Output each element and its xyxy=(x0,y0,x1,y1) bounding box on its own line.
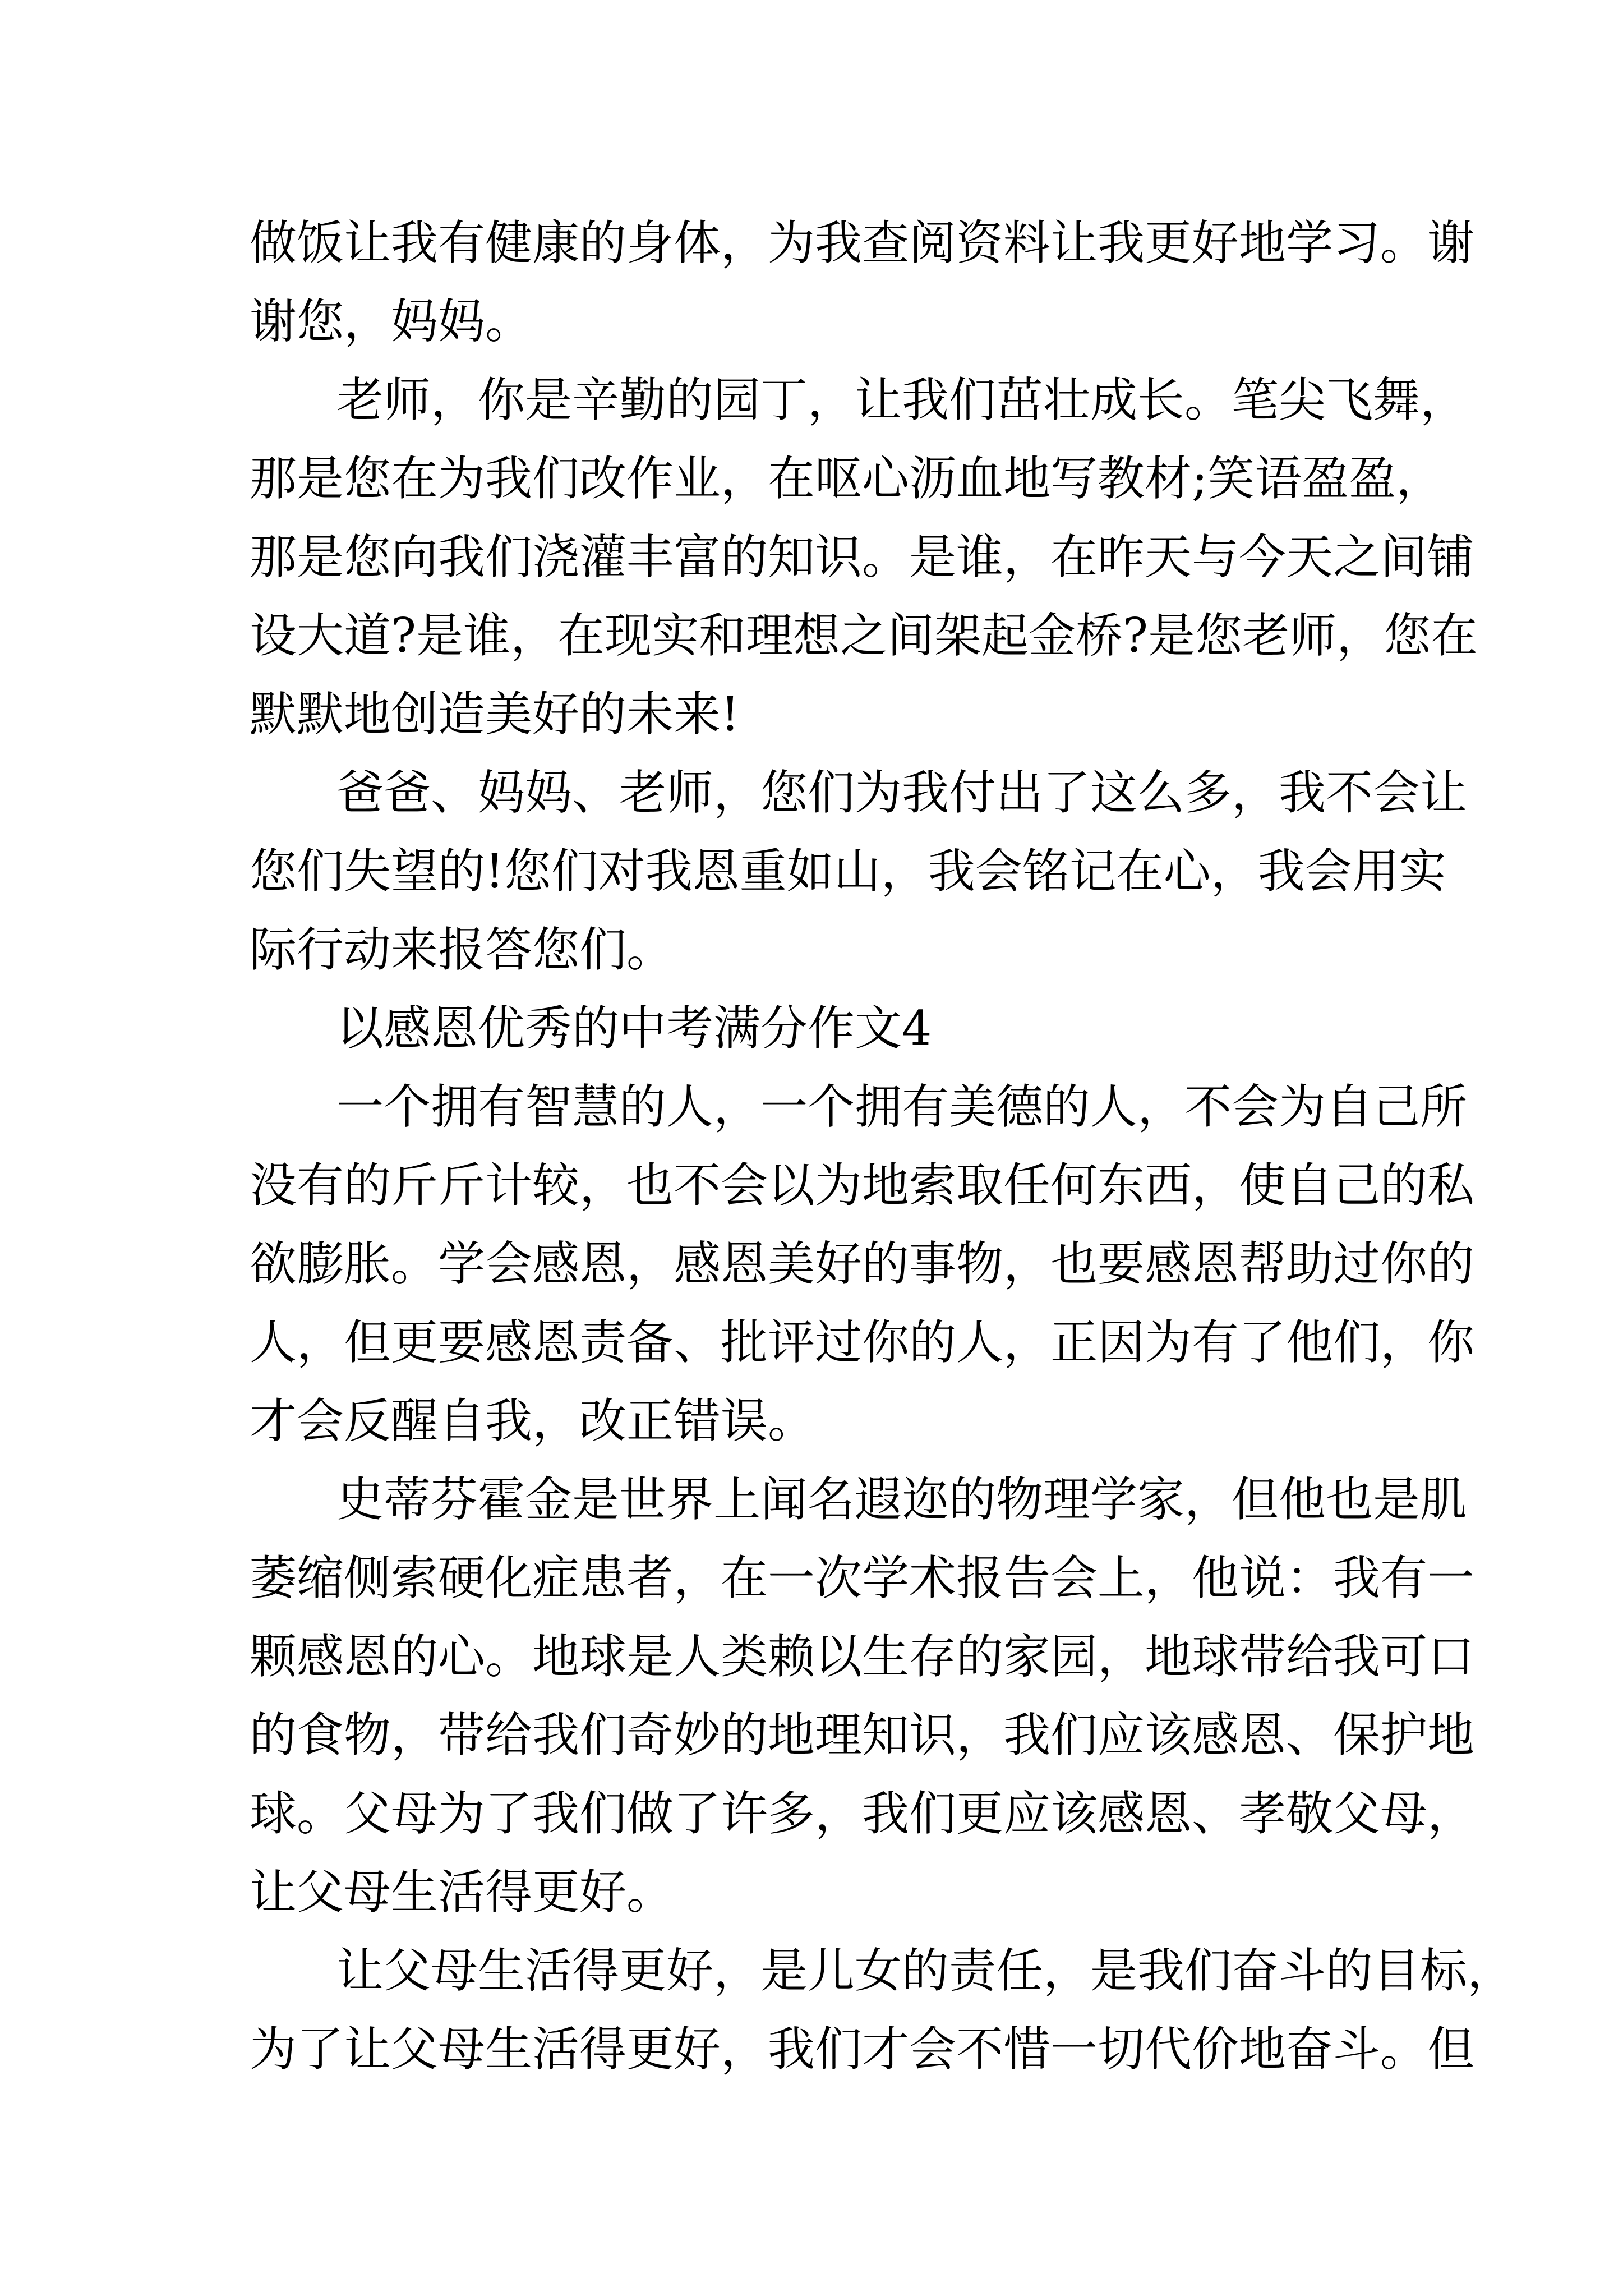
text-line: 设大道?是谁，在现实和理想之间架起金桥?是您老师，您在 xyxy=(250,608,1478,663)
text-line: 谢您，妈妈。 xyxy=(250,294,533,349)
text-line: 才会反醒自我，改正错误。 xyxy=(250,1393,815,1448)
text-line: 球。父母为了我们做了许多，我们更应该感恩、孝敬父母， xyxy=(250,1786,1475,1841)
text-line: 一个拥有智慧的人，一个拥有美德的人，不会为自己所 xyxy=(336,1079,1468,1134)
text-line: 默默地创造美好的未来! xyxy=(250,687,740,742)
text-line: 做饭让我有健康的身体，为我查阅资料让我更好地学习。谢 xyxy=(250,215,1475,270)
text-line: 那是您在为我们改作业，在呕心沥血地写教材;笑语盈盈， xyxy=(250,451,1444,506)
text-line: 老师，你是辛勤的园丁，让我们茁壮成长。笔尖飞舞， xyxy=(336,372,1468,427)
text-line: 萎缩侧索硬化症患者，在一次学术报告会上，他说：我有一 xyxy=(250,1550,1475,1605)
text-line: 人，但更要感恩责备、批评过你的人，正因为有了他们，你 xyxy=(250,1315,1475,1370)
text-line: 为了让父母生活得更好，我们才会不惜一切代价地奋斗。但 xyxy=(250,2022,1475,2077)
text-line: 没有的斤斤计较，也不会以为地索取任何东西，使自己的私 xyxy=(250,1158,1475,1213)
text-line: 让父母生活得更好，是儿女的责任，是我们奋斗的目标， xyxy=(336,1943,1515,1998)
text-line: 让父母生活得更好。 xyxy=(250,1865,674,1920)
text-line: 您们失望的!您们对我恩重如山，我会铭记在心，我会用实 xyxy=(250,844,1446,899)
text-line: 那是您向我们浇灌丰富的知识。是谁，在昨天与今天之间铺 xyxy=(250,530,1475,585)
text-line: 的食物，带给我们奇妙的地理知识，我们应该感恩、保护地 xyxy=(250,1708,1475,1763)
text-line: 史蒂芬霍金是世界上闻名遐迩的物理学家，但他也是肌 xyxy=(336,1472,1468,1527)
text-line: 欲膨胀。学会感恩，感恩美好的事物，也要感恩帮助过你的 xyxy=(250,1236,1475,1291)
text-line: 际行动来报答您们。 xyxy=(250,922,674,977)
section-heading: 以感恩优秀的中考满分作文4 xyxy=(336,1001,932,1056)
text-line: 颗感恩的心。地球是人类赖以生存的家园，地球带给我可口 xyxy=(250,1629,1475,1684)
text-line: 爸爸、妈妈、老师，您们为我付出了这么多，我不会让 xyxy=(336,765,1468,820)
